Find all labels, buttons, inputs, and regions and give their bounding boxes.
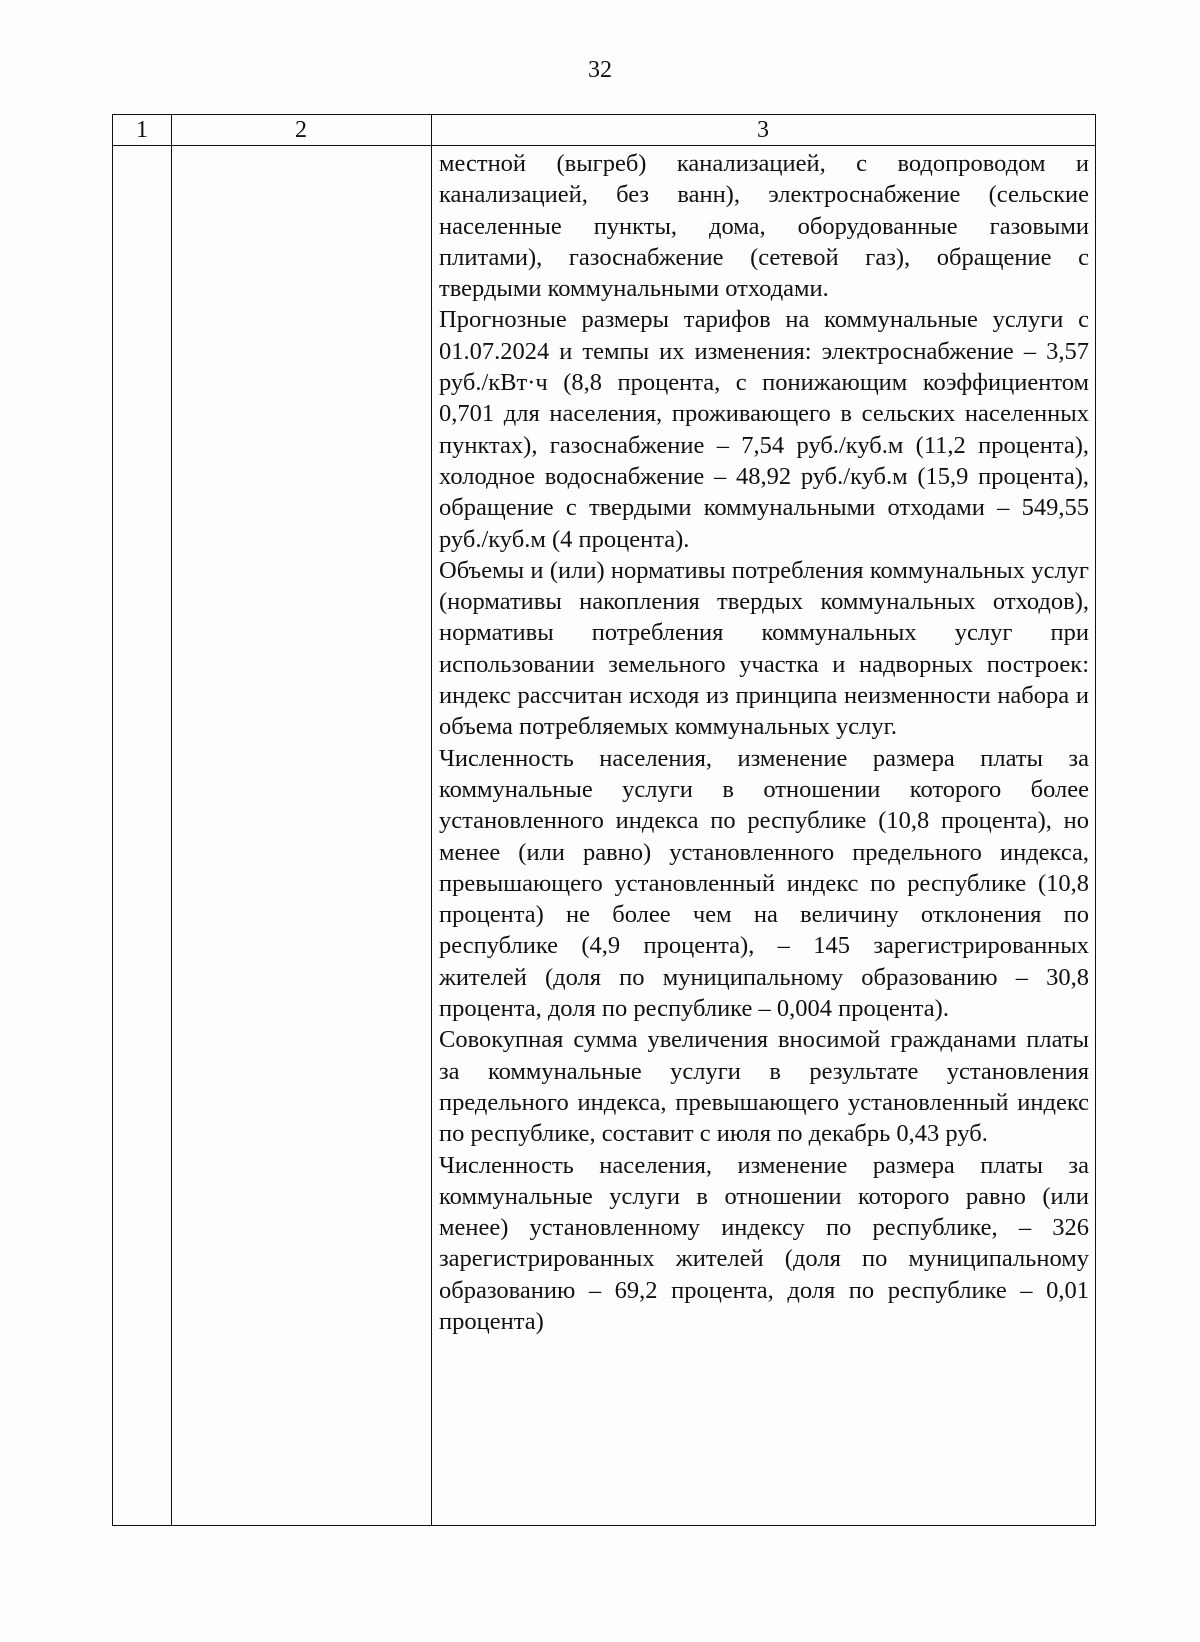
- column-header-2: 2: [295, 117, 307, 143]
- header-row-divider: [113, 145, 1095, 146]
- column-3-content: [439, 148, 1089, 1337]
- column-divider: [171, 115, 172, 1525]
- paragraph-utilities-list: местной (выгреб) канализацией, с водопроводом и канализацией, без ванн), электроснабжение (сельские населенные пункты, дома, оборудованные газовыми плитами), газоснабжение (сетевой газ), обращение с твердыми коммунальными отходами.: [439, 150, 1089, 303]
- paragraph-tariffs: Прогнозные размеры тарифов на коммунальные услуги с 01.07.2024 и темпы их изменения: электроснабжение – 3,57 руб./кВт·ч (8,8 процента, с понижающим коэффициентом 0,701 для населения, проживающего в сельских населенных пунктах), газоснабжение – 7,54 руб./куб.м (11,2 процента), холодное водоснабжение – 48,92 руб./куб.м (15,9 процента), обращение с твердыми коммунальными отходами – 549,55 руб./куб.м (4 процента).: [439, 306, 1089, 553]
- column-header-1: 1: [136, 117, 148, 143]
- page-number: 32: [588, 57, 612, 83]
- paragraph-consumption-volumes: Объемы и (или) нормативы потребления коммунальных услуг (нормативы накопления твердых коммунальных отходов), нормативы потребления коммунальных услуг при использовании земельного участка и надворных построек: индекс рассчитан исходя из принципа неизменности набора и объема потребляемых коммунальных услуг.: [439, 556, 1089, 741]
- column-divider: [431, 115, 432, 1525]
- paragraph-total-increase: Совокупная сумма увеличения вносимой гражданами платы за коммунальные услуги в результате установления предельного индекса, превышающего установленный индекс по республике, составит с июля по декабрь 0,43 руб.: [439, 1026, 1089, 1148]
- document-table: [112, 114, 1096, 1526]
- paragraph-population-above-index: Численность населения, изменение размера платы за коммунальные услуги в отношении которого более установленного индекса по республике (10,8 процента), но менее (или равно) установленного предельного индекса, превышающего установленный индекс по республике (10,8 процента) не более чем на величину отклонения по республике (4,9 процента), – 145 зарегистрированных жителей (доля по муниципальному образованию – 30,8 процента, доля по республике – 0,004 процента).: [439, 744, 1089, 1023]
- paragraph-population-within-index: Численность населения, изменение размера платы за коммунальные услуги в отношении которого равно (или менее) установленному индексу по республике, – 326 зарегистрированных жителей (доля по муниципальному образованию – 69,2 процента, доля по республике – 0,01 процента): [439, 1151, 1089, 1335]
- column-header-3: 3: [757, 117, 769, 143]
